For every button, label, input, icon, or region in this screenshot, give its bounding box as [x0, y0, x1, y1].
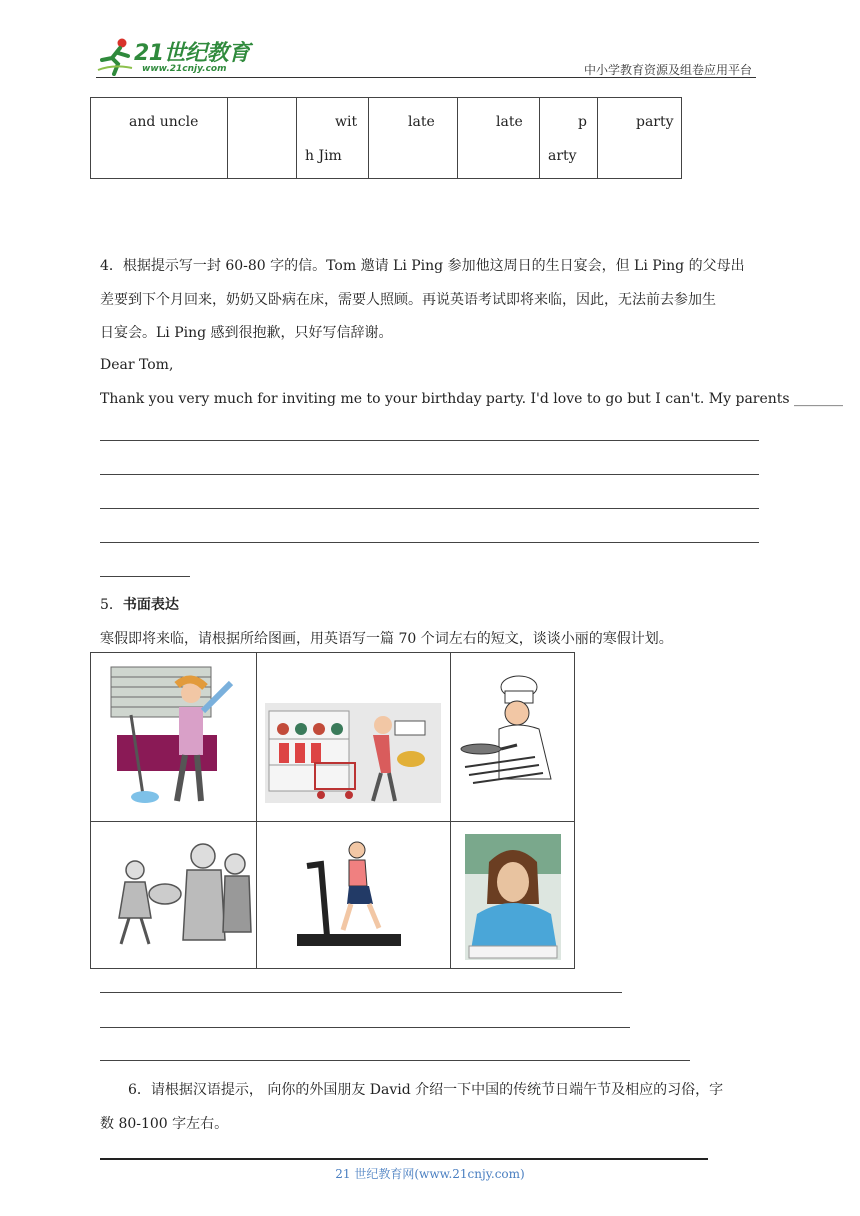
- runner-logo-icon: [96, 36, 136, 76]
- cell-text: late: [496, 114, 523, 130]
- answer-line[interactable]: [100, 440, 759, 441]
- cell-text: party: [636, 114, 674, 130]
- table-row: [91, 98, 682, 179]
- grid-row: [91, 822, 575, 969]
- table-cell: [91, 98, 228, 179]
- table-cell: [540, 98, 598, 179]
- shopping-supermarket-picture: [265, 703, 441, 803]
- cell-text: p: [578, 114, 587, 130]
- picture-cell: [257, 822, 451, 969]
- answer-line[interactable]: [100, 1027, 630, 1028]
- header-divider: [96, 77, 756, 78]
- table-cell: [228, 98, 297, 179]
- logo-url-text: www.21cnjy.com: [142, 64, 227, 74]
- answer-line[interactable]: [100, 1060, 690, 1061]
- q5-title: 书面表达: [122, 597, 179, 613]
- cell-text: wit: [335, 114, 358, 130]
- treadmill-exercise-picture: [295, 840, 405, 952]
- logo-main-text: 21世纪教育: [134, 41, 250, 66]
- picture-cell: [91, 653, 257, 822]
- table-cell: [369, 98, 458, 179]
- cooking-chef-picture: [459, 675, 569, 799]
- cell-text: arty: [548, 148, 577, 164]
- picture-cell: [257, 653, 451, 822]
- q4-opening-sentence: Thank you very much for inviting me to your birthday party. I'd love to go but I can't. My parents _______: [100, 391, 844, 407]
- footer-source: 21 世纪教育网(www.21cnjy.com): [335, 1167, 525, 1181]
- answer-line[interactable]: [100, 474, 759, 475]
- table-cell: [598, 98, 682, 179]
- visiting-grandparents-picture: [103, 836, 253, 956]
- picture-grid: [90, 652, 575, 969]
- picture-cell: [451, 822, 575, 969]
- cell-text: and uncle: [129, 114, 199, 130]
- studying-student-picture: [465, 834, 561, 960]
- answer-line[interactable]: [100, 576, 190, 577]
- cleaning-house-picture: [107, 665, 247, 810]
- table-cell: [458, 98, 540, 179]
- answer-line[interactable]: [100, 542, 759, 543]
- q5-prompt: 寒假即将来临，请根据所给图画，用英语写一篇 70 个词左右的短文，谈谈小丽的寒假计划。: [100, 631, 673, 647]
- picture-cell: [451, 653, 575, 822]
- q5-number: 5．: [100, 597, 123, 613]
- table-cell: [297, 98, 369, 179]
- cell-text: h Jim: [305, 148, 342, 164]
- footer-divider: [100, 1158, 708, 1160]
- grid-row: [91, 653, 575, 822]
- picture-cell: [91, 822, 257, 969]
- q4-prompt-line-1: 4．根据提示写一封 60-80 字的信。Tom 邀请 Li Ping 参加他这周日的生日宴会，但 Li Ping 的父母出: [100, 258, 745, 274]
- answer-line[interactable]: [100, 992, 622, 993]
- site-logo: [96, 36, 266, 78]
- q6-prompt-line-2: 数 80-100 字左右。: [100, 1116, 229, 1132]
- q4-greeting: Dear Tom,: [100, 357, 174, 373]
- cell-text: late: [408, 114, 435, 130]
- answer-table: [90, 97, 682, 179]
- q4-prompt-line-3: 日宴会。Li Ping 感到很抱歉，只好写信辞谢。: [100, 325, 393, 341]
- q5-heading: [100, 594, 179, 614]
- q6-prompt-line-1: 6．请根据汉语提示， 向你的外国朋友 David 介绍一下中国的传统节日端午节及相应的习俗，字: [128, 1082, 724, 1098]
- header-platform-title: 中小学教育资源及组卷应用平台: [583, 63, 752, 77]
- answer-line[interactable]: [100, 508, 759, 509]
- page-header: [0, 0, 860, 80]
- q4-prompt-line-2: 差要到下个月回来，奶奶又卧病在床，需要人照顾。再说英语考试即将来临，因此，无法前去参加生: [100, 292, 716, 308]
